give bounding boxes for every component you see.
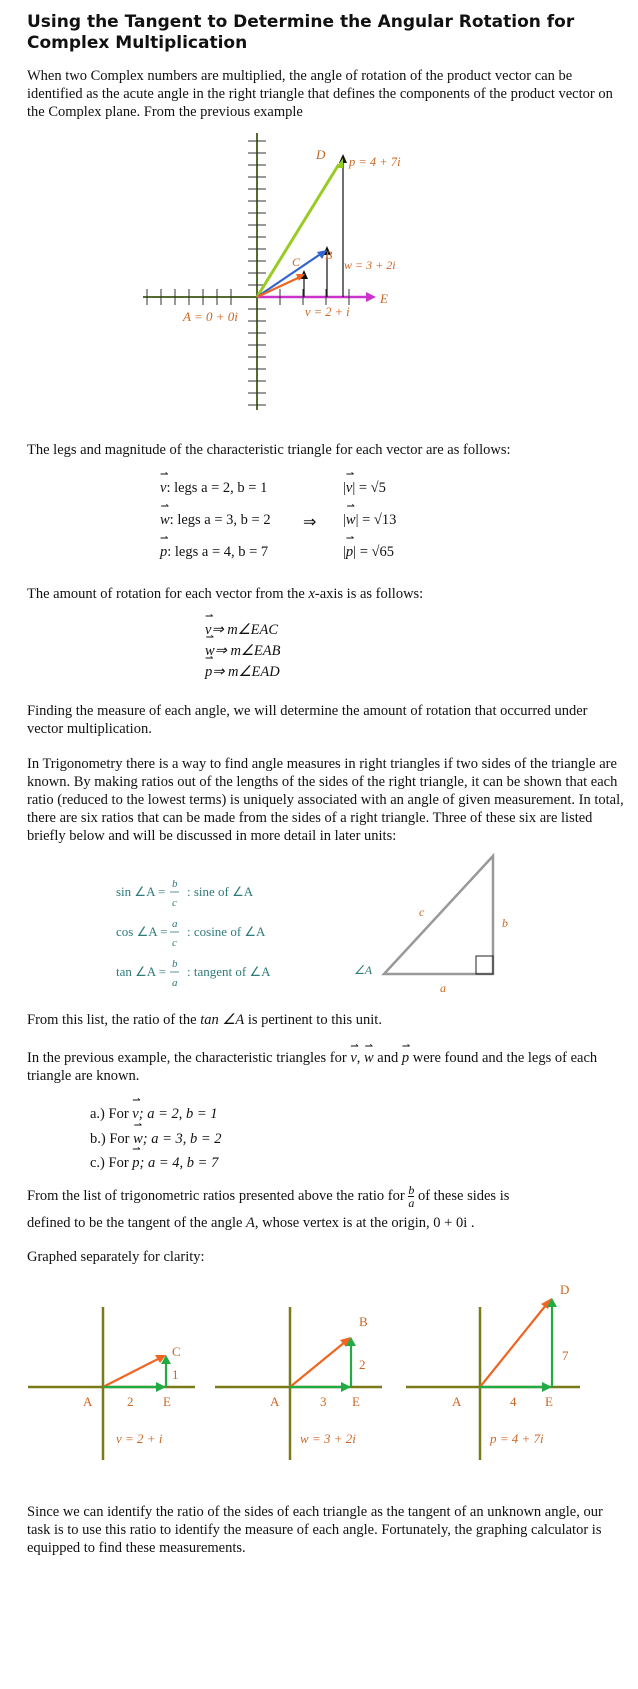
svg-text:tan ∠A =: tan ∠A = <box>116 964 167 979</box>
list-item-a: a.) For ⇀ v; a = 2, b = 1 <box>90 1106 218 1123</box>
list-item-c: c.) For ⇀ p; a = 4, b = 7 <box>90 1155 218 1172</box>
triangle-angle: ∠A <box>354 963 373 977</box>
small-graph-v <box>28 1307 195 1460</box>
small-graphs <box>0 1275 638 1465</box>
page-title: Using the Tangent to Determine the Angular Rotation for Complex Multiplication <box>27 12 575 53</box>
previous-example-paragraph: In the previous example, the characteristic triangles for ⇀ v, ⇀ w and ⇀ p were found and the legs of each triangle are known. <box>27 1049 627 1085</box>
ratio-list <box>110 873 310 993</box>
vector-w <box>257 253 322 297</box>
triangle-a: a <box>440 981 446 995</box>
magnitude-v: |⇀ v| = √5 <box>343 480 386 497</box>
svg-text:3: 3 <box>320 1394 327 1409</box>
label-p: p = 4 + 7i <box>349 155 401 169</box>
svg-text:: sine of ∠A: : sine of ∠A <box>187 884 254 899</box>
rotation-p: ⇀ p⇒ m∠EAD <box>205 664 280 681</box>
implies-arrow: ⇒ <box>303 514 317 531</box>
right-triangle-diagram <box>350 850 530 1000</box>
svg-text:c: c <box>172 897 177 909</box>
magnitude-p: |⇀ p| = √65 <box>343 544 394 561</box>
graphed-label: Graphed separately for clarity: <box>27 1249 205 1265</box>
finding-paragraph: Finding the measure of each angle, we will determine the amount of rotation that occurred under vector multiplication. <box>27 703 588 737</box>
svg-text:a: a <box>172 977 178 989</box>
small-graph-w <box>215 1307 382 1460</box>
label-w: w = 3 + 2i <box>344 258 396 272</box>
rotation-v: ⇀ v⇒ m∠EAC <box>205 622 278 639</box>
defined-paragraph-line2: defined to be the tangent of the angle A, whose vertex is at the origin, 0 + 0i . <box>27 1215 475 1231</box>
triangle-b: b <box>502 916 508 930</box>
svg-text:a: a <box>172 918 178 930</box>
svg-text:A: A <box>452 1394 462 1409</box>
legs-row-v: ⇀ v: legs a = 2, b = 1 <box>160 480 267 497</box>
magnitude-w: |⇀ w| = √13 <box>343 512 396 529</box>
label-A: A = 0 + 0i <box>183 309 238 324</box>
label-D: D <box>316 147 326 162</box>
svg-text:b: b <box>172 958 178 970</box>
legs-row-p: ⇀ p: legs a = 4, b = 7 <box>160 544 268 561</box>
svg-text:w = 3 + 2i: w = 3 + 2i <box>300 1431 356 1446</box>
label-B: B <box>325 248 333 262</box>
svg-text:p = 4 + 7i: p = 4 + 7i <box>490 1431 544 1446</box>
svg-text:E: E <box>163 1394 171 1409</box>
svg-text:7: 7 <box>562 1348 569 1363</box>
svg-text:c: c <box>172 937 177 949</box>
svg-text:b: b <box>172 878 178 890</box>
svg-text:2: 2 <box>127 1394 134 1409</box>
from-list-paragraph: From this list, the ratio of the tan ∠A is pertinent to this unit. <box>27 1012 382 1028</box>
svg-text:4: 4 <box>510 1394 517 1409</box>
legs-intro: The legs and magnitude of the characteristic triangle for each vector are as follows: <box>27 442 511 458</box>
trig-paragraph: In Trigonometry there is a way to find angle measures in right triangles if two sides of the triangle are known. By making ratios out of the lengths of the sides of the right triangle, it can be shown that each ratio (reduced to the lowest terms) is uniquely associated with an angle of given measurement. In total, there are six ratios that can be made from the sides of a right triangle. Three of these six are listed briefly below and will be discussed in more detail in later units: <box>27 756 624 844</box>
svg-text:A: A <box>83 1394 93 1409</box>
svg-text:2: 2 <box>359 1357 366 1372</box>
svg-text:: cosine of ∠A: : cosine of ∠A <box>187 924 266 939</box>
svg-text:D: D <box>560 1282 570 1297</box>
svg-text:sin ∠A =: sin ∠A = <box>116 884 166 899</box>
closing-paragraph: Since we can identify the ratio of the sides of each triangle as the tangent of an unknown angle, our task is to use this ratio to identify the measure of each angle. Fortunately, the graphing calculator is equipped to find these measurements. <box>27 1504 603 1556</box>
svg-text:v = 2 + i: v = 2 + i <box>116 1431 163 1446</box>
rotation-w: ⇀ w⇒ m∠EAB <box>205 643 281 660</box>
label-C: C <box>292 255 301 269</box>
svg-text:1: 1 <box>172 1367 179 1382</box>
triangle-c: c <box>419 905 425 919</box>
label-E: E <box>380 291 388 306</box>
svg-text:E: E <box>545 1394 553 1409</box>
label-v: v = 2 + i <box>305 305 350 319</box>
small-graph-p <box>406 1282 580 1460</box>
rotation-intro: The amount of rotation for each vector from the x-axis is as follows: <box>27 586 424 602</box>
list-item-b: b.) For ⇀ w; a = 3, b = 2 <box>90 1131 222 1148</box>
svg-text:: tangent of ∠A: : tangent of ∠A <box>187 964 271 979</box>
defined-paragraph-line1: From the list of trigonometric ratios presented above the ratio for $\frac{b}{a}$ of these sides is <box>27 1183 510 1210</box>
svg-text:C: C <box>172 1344 181 1359</box>
legs-row-w: ⇀ w: legs a = 3, b = 2 <box>160 512 271 529</box>
svg-text:cos ∠A =: cos ∠A = <box>116 924 168 939</box>
complex-plane-figure <box>140 128 440 416</box>
svg-text:A: A <box>270 1394 280 1409</box>
intro-paragraph: When two Complex numbers are multiplied, the angle of rotation of the product vector can be identified as the acute angle in the right triangle that defines the components of the product vector on the Complex plane. From the previous example <box>27 68 613 120</box>
svg-text:E: E <box>352 1394 360 1409</box>
svg-text:B: B <box>359 1314 368 1329</box>
